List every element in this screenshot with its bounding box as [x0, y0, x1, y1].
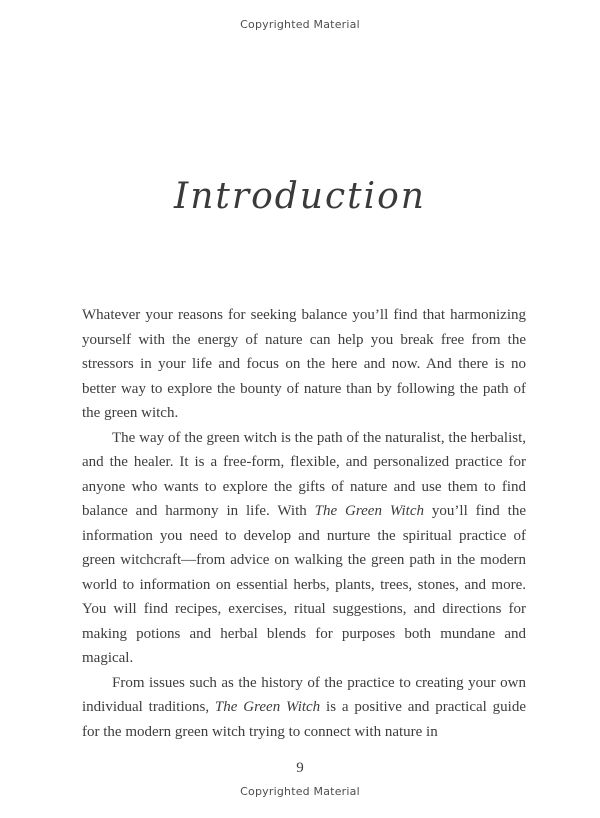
paragraph-1	[82, 303, 526, 426]
book-title-italic: The Green Witch	[314, 503, 425, 519]
paragraph-3-text-before: From issues such as the history of the practice to creating your own individual traditions,	[82, 674, 526, 715]
body-text	[82, 303, 526, 744]
paragraph-2-text-before: The way of the green witch is the path of the naturalist, the herbalist, and the healer. It is a free-form, flexible, and personalized practice for anyone who wants to explore the gifts of nature and use them to find balance and harmony in life. With	[82, 429, 526, 519]
paragraph-2	[82, 426, 526, 671]
page-number: 9	[296, 760, 304, 776]
paragraph-3	[82, 671, 526, 745]
book-title-italic: The Green Witch	[214, 699, 321, 715]
chapter-title: Introduction	[174, 176, 426, 217]
copyright-notice-bottom: Copyrighted Material	[240, 785, 360, 798]
paragraph-1-text: Whatever your reasons for seeking balance you’ll find that harmonizing yourself with the energy of nature can help you break free from the stressors in your life and focus on the here and now. And there is no better way to explore the bounty of nature than by following the path of the green witch.	[82, 307, 526, 421]
paragraph-3-text-after: is a positive and practical guide for the modern green witch trying to connect with nature in	[82, 699, 526, 740]
copyright-notice-top: Copyrighted Material	[240, 18, 360, 31]
paragraph-2-text-after: you’ll find the information you need to develop and nurture the spiritual practice of green witchcraft—from advice on walking the green path in the modern world to information on essential herbs, plants, trees, stones, and more. You will find recipes, exercises, ritual suggestions, and directions for making potions and herbal blends for purposes both mundane and magical.	[82, 503, 526, 666]
